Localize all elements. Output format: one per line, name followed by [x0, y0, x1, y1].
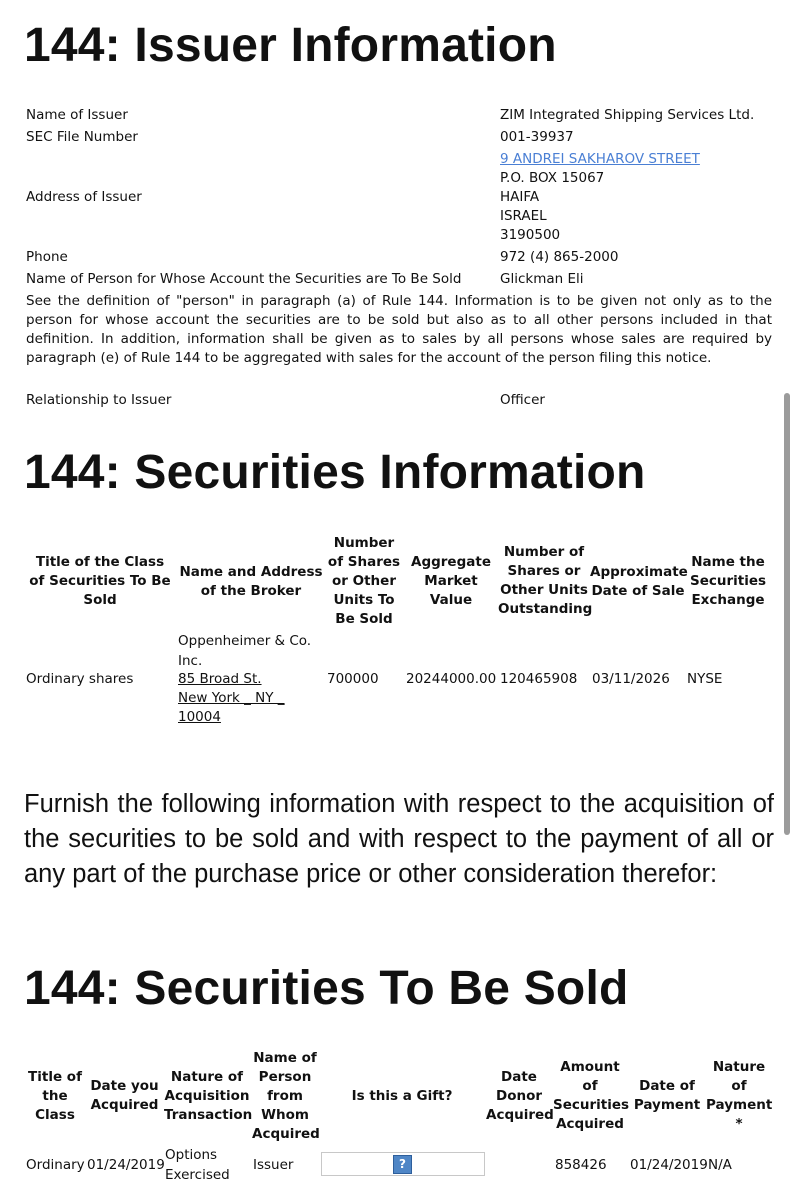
issuer-name-value: ZIM Integrated Shipping Services Ltd. [500, 107, 755, 123]
col-exchange: Name the Securities Exchange [689, 554, 767, 608]
col-date-acquired: Date you Acquired [90, 1078, 159, 1113]
col-date-of-sale: Approximate Date of Sale [590, 564, 688, 599]
seller-name-label: Name of Person for Whose Account the Securities are To Be Sold [26, 271, 462, 287]
sec-file-number-label: SEC File Number [26, 129, 138, 145]
broker-city-link[interactable]: New York _ NY _ [178, 690, 285, 706]
col-title-of-class: Title of the Class of Securities To Be Sold [29, 554, 171, 608]
exchange-cell: NYSE [687, 671, 723, 687]
units-outstanding-cell: 120465908 [500, 671, 578, 687]
col-broker: Name and Address of the Broker [179, 564, 323, 599]
securities-information-heading: 144: Securities Information [24, 446, 646, 499]
issuer-street-link[interactable]: 9 ANDREI SAKHAROV STREET [500, 151, 700, 167]
relationship-value: Officer [500, 392, 545, 408]
units-to-sell-cell: 700000 [327, 671, 379, 687]
relationship-label: Relationship to Issuer [26, 392, 172, 408]
date-acquired-cell: 01/24/2019 [87, 1157, 165, 1173]
seller-name-value: Glickman Eli [500, 271, 584, 287]
col-acquired-from: Name of Person from Whom Acquired [252, 1050, 320, 1142]
col-title-of-the-class: Title of the Class [28, 1069, 82, 1123]
payment-nature-cell: N/A [708, 1157, 732, 1173]
vertical-scrollbar[interactable] [784, 393, 790, 835]
col-donor-date: Date Donor Acquired [486, 1069, 554, 1123]
broker-street-link[interactable]: 85 Broad St. [178, 671, 262, 687]
phone-label: Phone [26, 249, 68, 265]
class-cell: Ordinary [26, 1157, 85, 1173]
issuer-address-label: Address of Issuer [26, 189, 142, 205]
help-icon[interactable]: ? [393, 1155, 412, 1174]
broker-name-cell: Oppenheimer & Co. Inc. [178, 633, 312, 669]
gift-field[interactable] [321, 1152, 485, 1176]
person-definition-note: See the definition of "person" in paragraph (a) of Rule 144. Information is to be given not only as to the person for whose account the securities are to be sold but also as to all other persons included in that definition. In addition, information shall be given as to sales by all persons whose sales are required by paragraph (e) of Rule 144 to be aggregated with sales for the account of the person filing this notice. [26, 293, 772, 366]
phone-value: 972 (4) 865-2000 [500, 249, 619, 265]
securities-to-be-sold-heading: 144: Securities To Be Sold [24, 962, 629, 1015]
issuer-po-box: P.O. BOX 15067 [500, 170, 605, 186]
col-payment-nature: Nature of Payment * [706, 1059, 773, 1132]
col-date-of-payment: Date of Payment [633, 1078, 701, 1113]
issuer-postal-code: 3190500 [500, 227, 561, 243]
furnish-instructions: Furnish the following information with respect to the acquisition of the securities to be sold and with respect to the payment of all or any part of the purchase price or other consideration therefor: [24, 790, 774, 888]
acquisition-nature-cell: Options Exercised [165, 1147, 230, 1183]
col-units-to-sell: Number of Shares or Other Units To Be Sold [327, 535, 401, 627]
col-acquisition-nature: Nature of Acquisition Transaction [164, 1069, 253, 1123]
issuer-information-heading: 144: Issuer Information [24, 19, 557, 72]
broker-zip-link[interactable]: 10004 [178, 709, 221, 725]
aggregate-value-cell: 20244000.00 [406, 671, 497, 687]
issuer-name-label: Name of Issuer [26, 107, 128, 123]
sec-file-number-value: 001-39937 [500, 129, 574, 145]
amount-acquired-cell: 858426 [555, 1157, 607, 1173]
issuer-city: HAIFA [500, 189, 540, 205]
col-is-gift: Is this a Gift? [351, 1088, 453, 1104]
col-amount-acquired: Amount of Securities Acquired [553, 1059, 630, 1132]
issuer-country: ISRAEL [500, 208, 547, 224]
col-aggregate-value: Aggregate Market Value [411, 554, 491, 608]
class-title-cell: Ordinary shares [26, 671, 134, 687]
date-of-payment-cell: 01/24/2019 [630, 1157, 708, 1173]
col-units-outstanding: Number of Shares or Other Units Outstanding [498, 544, 593, 617]
acquired-from-cell: Issuer [253, 1157, 294, 1173]
date-of-sale-cell: 03/11/2026 [592, 671, 670, 687]
